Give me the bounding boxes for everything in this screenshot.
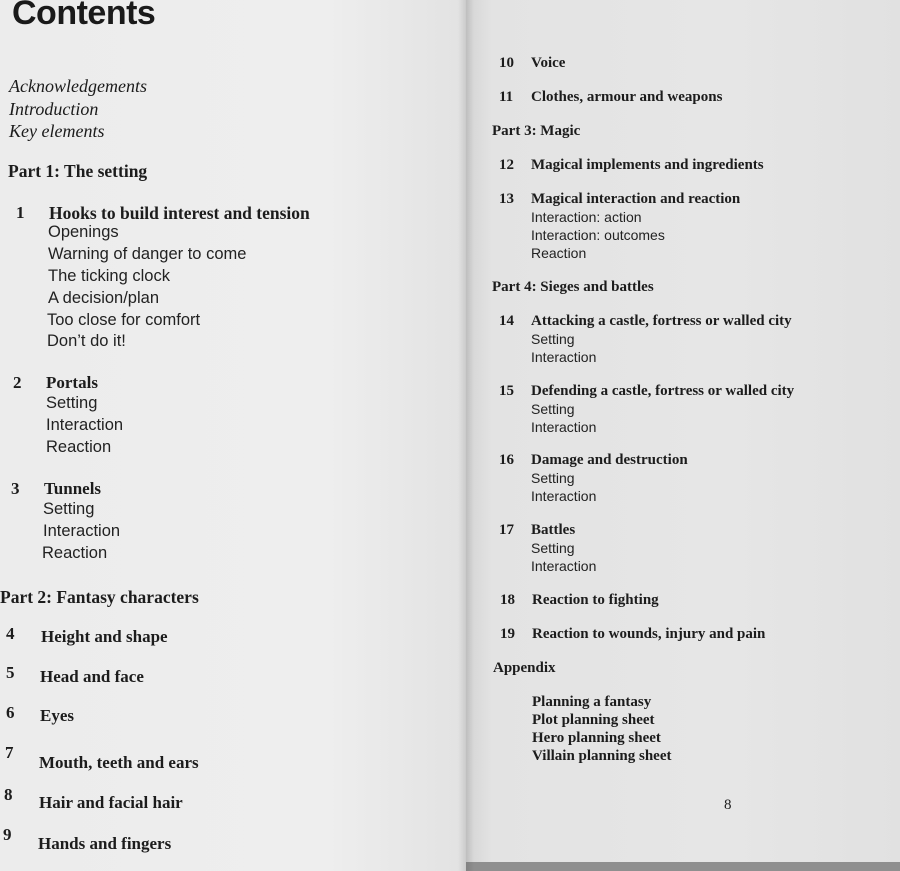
toc-chapter-11-number: 11 <box>499 89 514 105</box>
toc-subsection: Interaction <box>46 416 124 434</box>
toc-subsection: Interaction <box>531 349 597 365</box>
toc-subsection: Openings <box>48 223 119 241</box>
contents-heading: Contents <box>12 0 156 32</box>
toc-chapter-8-number: 8 <box>4 785 13 804</box>
toc-chapter-18-number: 18 <box>500 592 515 608</box>
toc-subsection: Reaction <box>531 245 587 261</box>
toc-chapter-14-title: Attacking a castle, fortress or walled city <box>531 313 792 329</box>
toc-chapter-6-title: Eyes <box>40 706 74 725</box>
toc-chapter-4-title: Height and shape <box>41 627 168 646</box>
toc-chapter-3-title: Tunnels <box>44 479 102 498</box>
toc-chapter-18-title: Reaction to fighting <box>532 592 659 608</box>
toc-chapter-16-title: Damage and destruction <box>531 452 688 468</box>
toc-subsection: Setting <box>531 401 575 417</box>
toc-subsection: Setting <box>531 331 575 347</box>
toc-chapter-19-number: 19 <box>500 626 515 642</box>
toc-chapter-6-number: 6 <box>6 703 15 722</box>
toc-appendix-item: Planning a fantasy <box>532 694 652 710</box>
toc-appendix-item: Plot planning sheet <box>532 712 655 728</box>
toc-part-4: Part 4: Sieges and battles <box>492 279 654 295</box>
toc-chapter-5-title: Head and face <box>40 667 144 686</box>
toc-chapter-12-title: Magical implements and ingredients <box>531 157 764 173</box>
toc-front-introduction: Introduction <box>9 99 99 119</box>
toc-chapter-4-number: 4 <box>6 624 15 643</box>
toc-chapter-8-title: Hair and facial hair <box>39 793 183 812</box>
toc-chapter-7-number: 7 <box>5 743 14 762</box>
toc-front-key-elements: Key elements <box>9 121 105 141</box>
toc-chapter-1-title: Hooks to build interest and tension <box>49 203 310 223</box>
toc-chapter-10-number: 10 <box>499 55 514 71</box>
toc-chapter-2-title: Portals <box>46 373 98 392</box>
toc-chapter-13-title: Magical interaction and reaction <box>531 191 741 207</box>
toc-chapter-1-number: 1 <box>16 203 25 222</box>
toc-appendix-item: Hero planning sheet <box>532 730 661 746</box>
toc-subsection: Setting <box>43 500 95 518</box>
toc-appendix-heading: Appendix <box>493 660 556 676</box>
toc-part-3: Part 3: Magic <box>492 123 581 139</box>
toc-subsection: Interaction <box>43 522 121 540</box>
toc-subsection: Interaction <box>531 488 597 504</box>
toc-subsection: Interaction: outcomes <box>531 227 665 243</box>
toc-chapter-15-title: Defending a castle, fortress or walled city <box>531 383 795 399</box>
toc-chapter-15-number: 15 <box>499 383 514 399</box>
book-gutter <box>458 0 474 871</box>
toc-subsection: Interaction <box>531 419 597 435</box>
toc-subsection: Reaction <box>42 544 108 562</box>
toc-chapter-9-number: 9 <box>3 825 12 844</box>
toc-subsection: Setting <box>531 470 575 486</box>
toc-chapter-19-title: Reaction to wounds, injury and pain <box>532 626 766 642</box>
toc-subsection: Setting <box>531 540 575 556</box>
toc-subsection: A decision/plan <box>48 289 159 307</box>
toc-chapter-9-title: Hands and fingers <box>38 834 172 853</box>
toc-chapter-12-number: 12 <box>499 157 514 173</box>
toc-subsection: Interaction <box>531 558 597 574</box>
toc-subsection: The ticking clock <box>48 267 170 285</box>
toc-subsection: Reaction <box>46 438 112 456</box>
toc-part-1: Part 1: The setting <box>8 161 148 181</box>
toc-chapter-13-number: 13 <box>499 191 514 207</box>
toc-chapter-14-number: 14 <box>499 313 514 329</box>
toc-chapter-5-number: 5 <box>6 663 15 682</box>
toc-chapter-3-number: 3 <box>11 479 20 498</box>
toc-subsection: Too close for comfort <box>47 311 201 329</box>
page-number: 8 <box>724 797 732 813</box>
toc-chapter-17-number: 17 <box>499 522 514 538</box>
toc-subsection: Warning of danger to come <box>48 245 247 263</box>
toc-front-acknowledgements: Acknowledgements <box>9 76 147 96</box>
toc-subsection: Don’t do it! <box>47 332 126 350</box>
toc-chapter-7-title: Mouth, teeth and ears <box>39 753 199 772</box>
toc-chapter-11-title: Clothes, armour and weapons <box>531 89 723 105</box>
toc-chapter-10-title: Voice <box>531 55 566 71</box>
toc-chapter-16-number: 16 <box>499 452 514 468</box>
toc-subsection: Setting <box>46 394 98 412</box>
toc-subsection: Interaction: action <box>531 209 642 225</box>
toc-chapter-17-title: Battles <box>531 522 576 538</box>
toc-chapter-2-number: 2 <box>13 373 22 392</box>
toc-appendix-item: Villain planning sheet <box>532 748 672 764</box>
toc-part-2: Part 2: Fantasy characters <box>0 587 199 607</box>
